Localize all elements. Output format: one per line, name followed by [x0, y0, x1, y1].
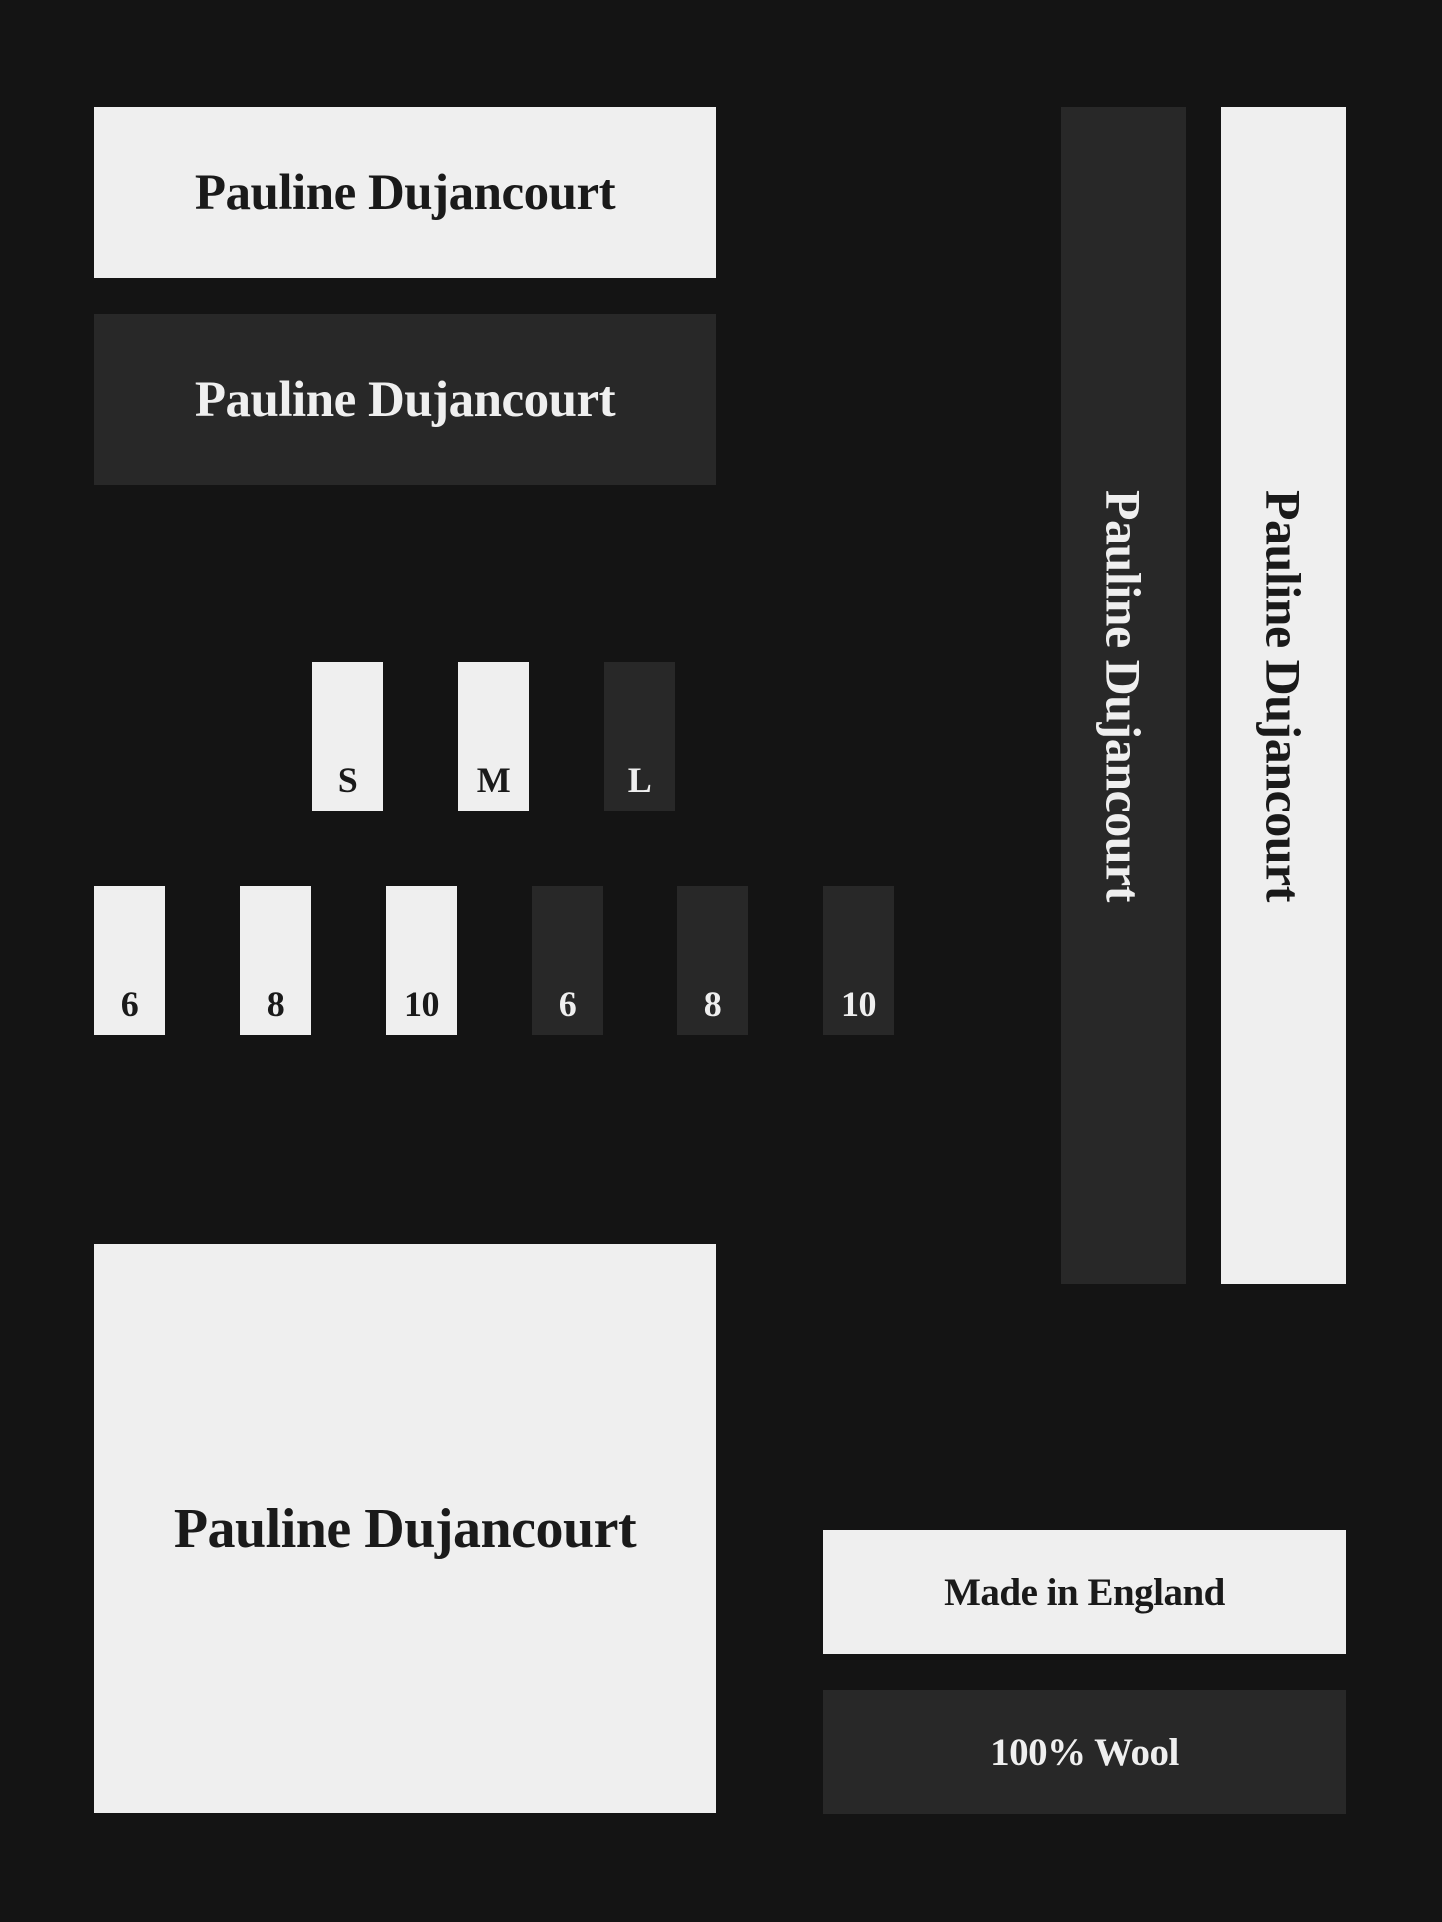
size-tag-text: M — [476, 760, 511, 800]
size-tag-6-light — [94, 886, 165, 1035]
brand-label-text: Pauline Dujancourt — [173, 1497, 637, 1560]
large-brand-label — [94, 1244, 716, 1813]
brand-label-text: Pauline Dujancourt — [1255, 489, 1312, 902]
origin-label — [823, 1530, 1346, 1654]
size-tag-m — [458, 662, 529, 811]
size-tag-text: 6 — [558, 984, 577, 1024]
size-tag-10-light — [386, 886, 457, 1035]
size-tag-text: S — [337, 760, 358, 800]
vertical-brand-label-dark — [1061, 107, 1186, 1284]
size-tag-8-light — [240, 886, 311, 1035]
size-tag-text: 8 — [266, 984, 285, 1024]
size-tag-text: L — [627, 760, 652, 800]
origin-label-text: Made in England — [944, 1570, 1225, 1614]
size-tag-text: 10 — [841, 984, 876, 1024]
size-tag-s — [312, 662, 383, 811]
size-tag-text: 8 — [703, 984, 722, 1024]
size-tag-l — [604, 662, 675, 811]
size-tag-10-dark — [823, 886, 894, 1035]
size-tag-6-dark — [532, 886, 603, 1035]
brand-label-dark — [94, 314, 716, 485]
material-label — [823, 1690, 1346, 1814]
brand-label-text: Pauline Dujancourt — [1095, 489, 1152, 902]
size-tag-text: 6 — [120, 984, 139, 1024]
brand-label-text: Pauline Dujancourt — [194, 164, 616, 221]
brand-label-light — [94, 107, 716, 278]
material-label-text: 100% Wool — [990, 1730, 1179, 1774]
size-tag-text: 10 — [404, 984, 439, 1024]
brand-label-text: Pauline Dujancourt — [194, 371, 616, 428]
size-tag-8-dark — [677, 886, 748, 1035]
vertical-brand-label-light — [1221, 107, 1346, 1284]
